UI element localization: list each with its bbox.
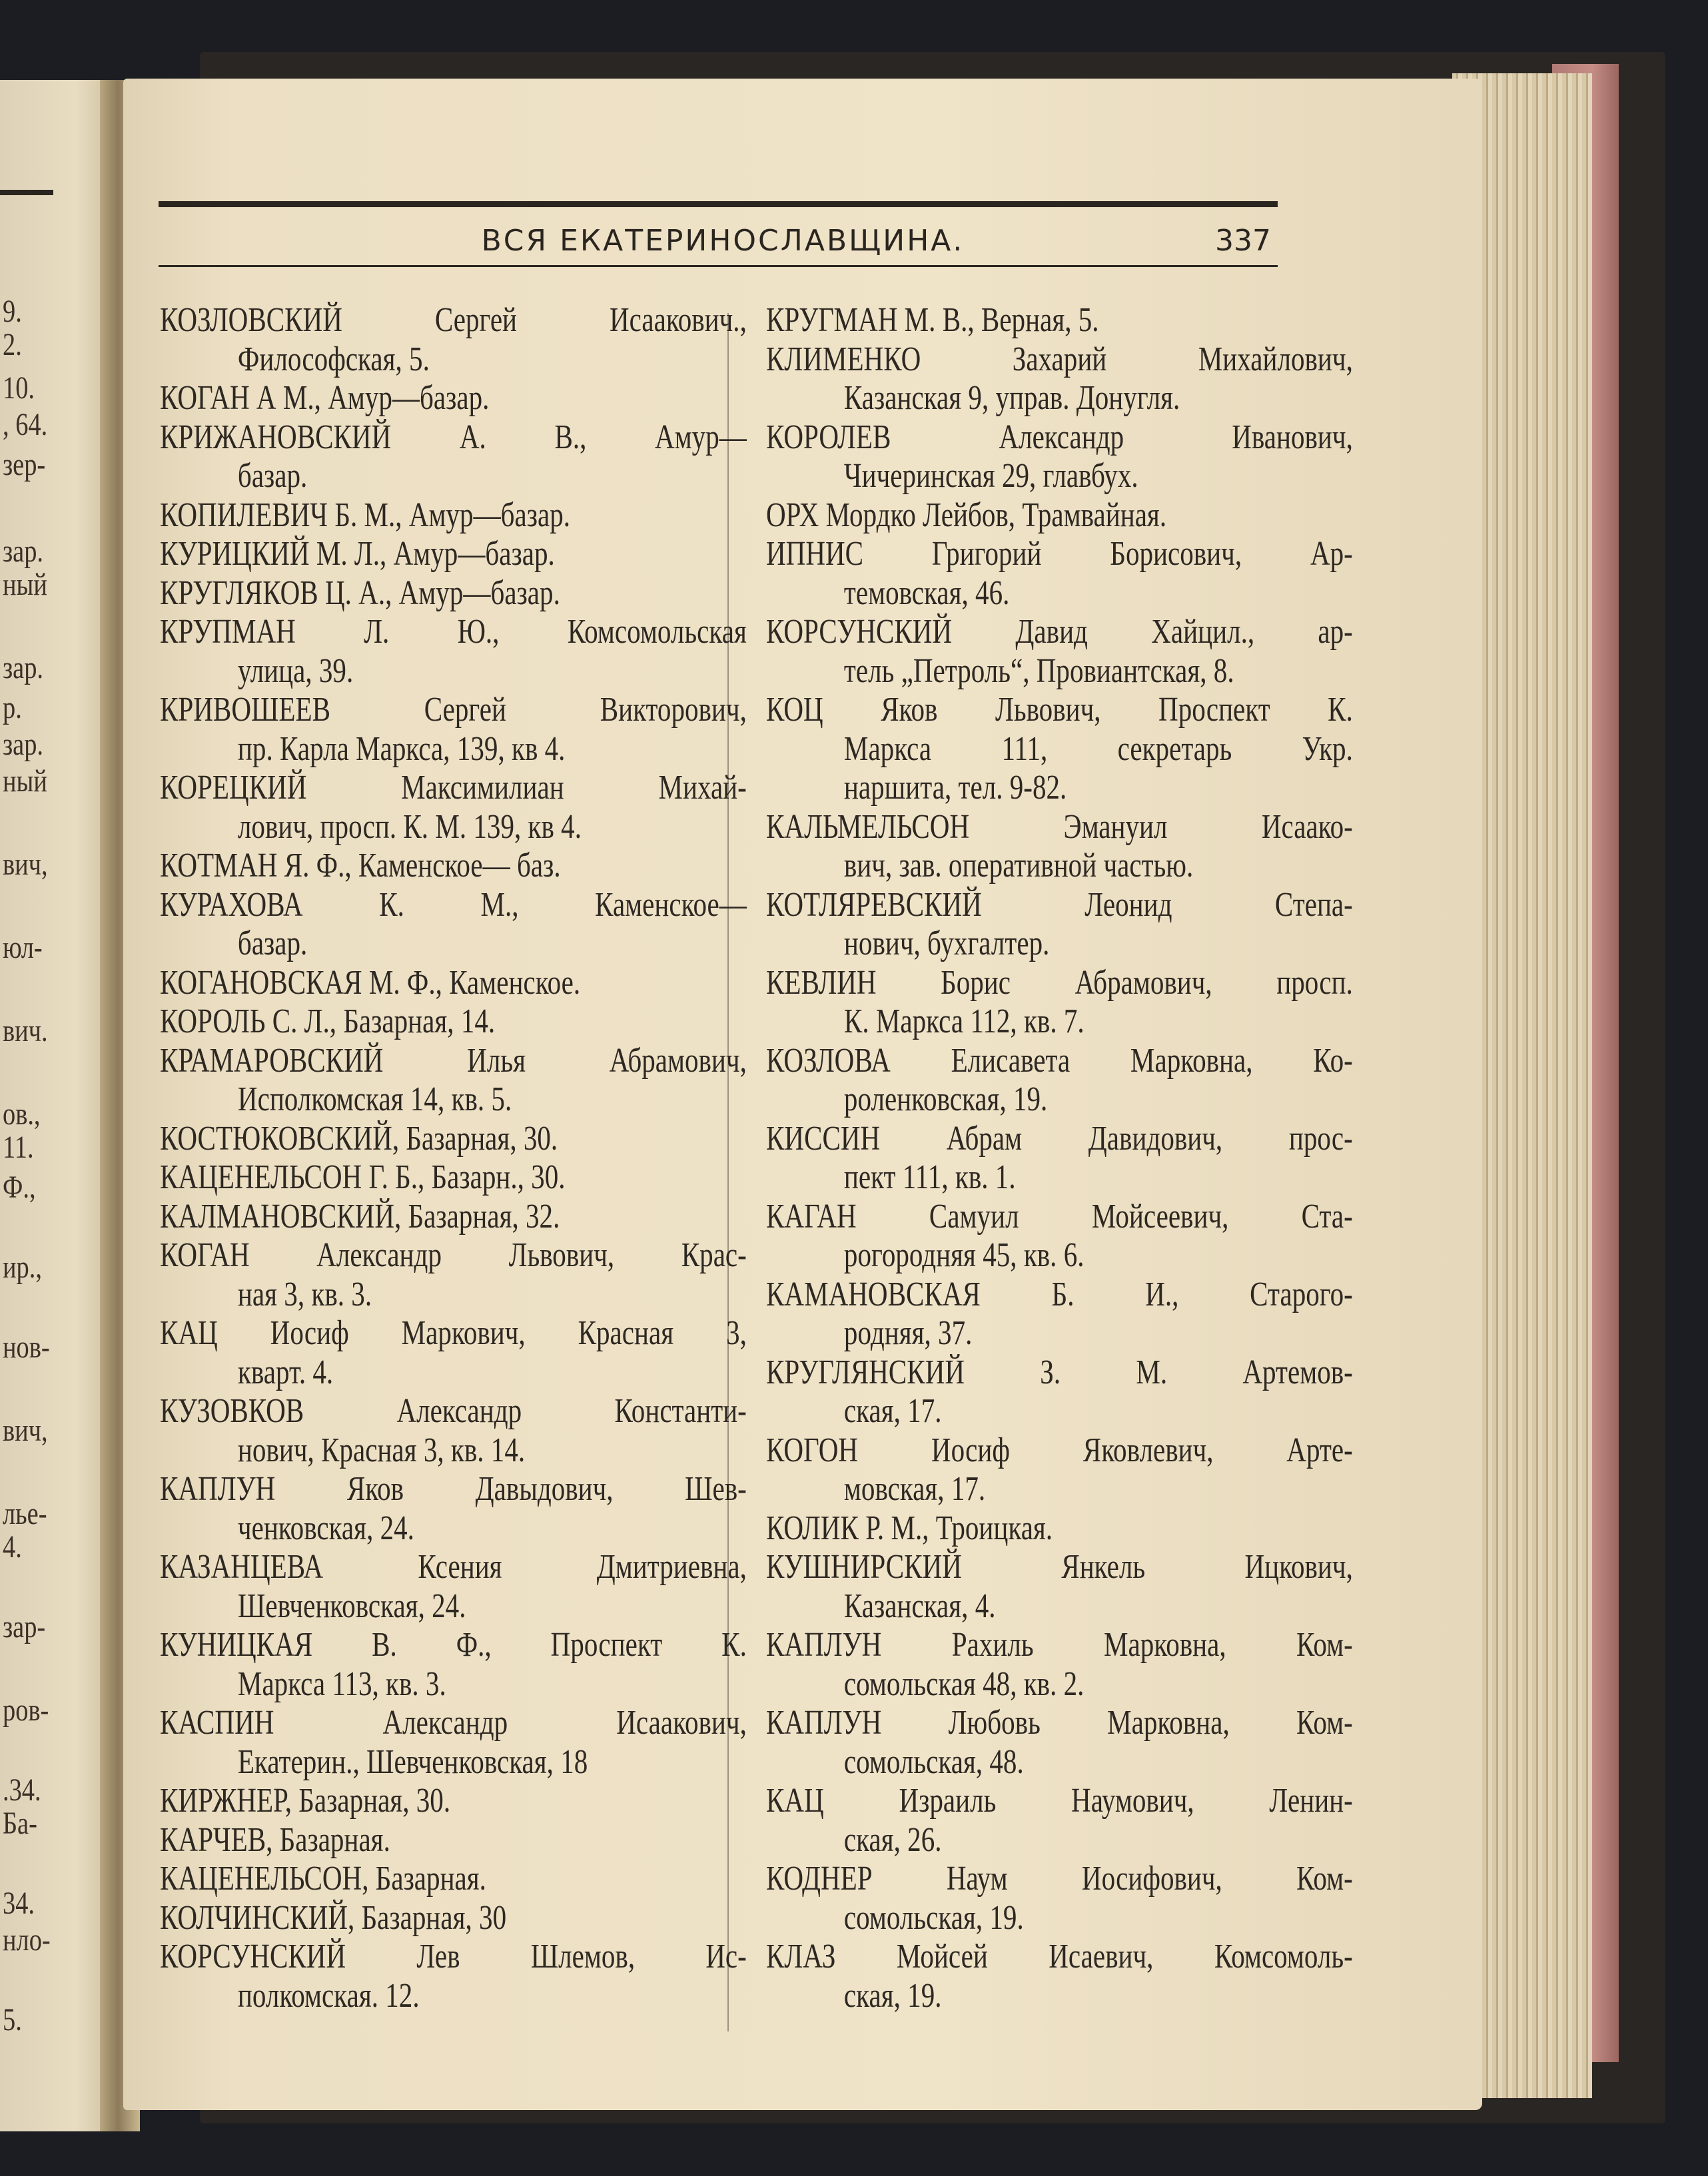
left-page-text-fragment: вич, — [3, 1413, 48, 1448]
directory-entry-line: КРУГЛЯКОВ Ц. А., Амур—базар. — [160, 573, 560, 612]
directory-entry-line: КАРЧЕВ, Базарная. — [160, 1820, 390, 1859]
left-page-text-fragment: 11. — [3, 1130, 34, 1165]
left-page-text-fragment: зар- — [3, 1609, 46, 1644]
directory-entry-line: КИССИН Абрам Давидович, прос- — [766, 1119, 1353, 1158]
directory-entry-continuation: Чичеринская 29, главбух. — [843, 457, 1138, 495]
directory-entry-line: КОПИЛЕВИЧ Б. М., Амур—базар. — [160, 496, 571, 534]
directory-entry-line: КОДНЕР Наум Иосифович, Ком- — [766, 1860, 1353, 1898]
left-page-text-fragment: зар. — [3, 650, 44, 685]
directory-entry-line: КРИВОШЕЕВ Сергей Викторович, — [160, 691, 747, 729]
directory-entry-line: КОТЛЯРЕВСКИЙ Леонид Степа- — [766, 885, 1353, 924]
directory-entry-continuation: Философская, 5. — [237, 340, 430, 378]
directory-entry-continuation: наршита, тел. 9-82. — [843, 769, 1067, 807]
left-page-text-fragment: 2. — [3, 327, 22, 362]
directory-entry-continuation: вич, зав. оперативной частью. — [843, 847, 1194, 885]
page-number: 337 — [1215, 224, 1271, 258]
left-page-header-rule — [0, 190, 53, 195]
left-page-text-fragment: вич, — [3, 847, 48, 882]
directory-entry-line: КРИЖАНОВСКИЙ А. В., Амур— — [160, 418, 747, 456]
directory-entry-line: КАЦЕНЕЛЬСОН, Базарная. — [160, 1860, 486, 1898]
directory-entry-continuation: лович, просп. К. М. 139, кв 4. — [237, 807, 582, 846]
right-column — [766, 301, 1352, 2015]
directory-entry-line: КОЛИК Р. М., Троицкая. — [766, 1509, 1053, 1547]
directory-entry-continuation: К. Маркса 112, кв. 7. — [843, 1002, 1084, 1040]
directory-entry-line: КЕВЛИН Борис Абрамович, просп. — [766, 963, 1353, 1002]
left-page-text-fragment: вич. — [3, 1013, 48, 1048]
directory-entry-continuation: сомольская 48, кв. 2. — [843, 1664, 1084, 1703]
directory-entry-line: КОРСУНСКИЙ Давид Хайцил., ар- — [766, 613, 1353, 651]
left-page-text-fragment: зар. — [3, 534, 44, 569]
left-page-text-fragment: .34. — [3, 1772, 41, 1808]
left-page-text-fragment: зар. — [3, 727, 44, 762]
left-page-text-fragment: Ф., — [3, 1170, 36, 1205]
directory-entry-line: КУНИЦКАЯ В. Ф., Проспект К. — [160, 1626, 747, 1664]
directory-entry-line: КОГАНОВСКАЯ М. Ф., Каменское. — [160, 963, 581, 1002]
left-page-text-fragment: , 64. — [3, 407, 48, 442]
directory-entry-line: ОРХ Мордко Лейбов, Трамвайная. — [766, 496, 1167, 534]
left-page-text-fragment: лье- — [3, 1496, 47, 1531]
directory-entry-continuation: сомольская, 19. — [843, 1898, 1024, 1937]
directory-entry-continuation: ская, 17. — [843, 1392, 942, 1430]
left-page-text-fragment: 9. — [3, 294, 22, 329]
directory-entry-line: КОРОЛЕВ Александр Иванович, — [766, 418, 1353, 456]
left-page-text-fragment: 34. — [3, 1886, 35, 1921]
left-page-text-fragment: ный — [3, 763, 47, 799]
directory-entry-line: КОЗЛОВА Елисавета Марковна, Ко- — [766, 1041, 1353, 1080]
left-page-text-fragment: ов., — [3, 1096, 41, 1132]
directory-entry-continuation: базар. — [237, 924, 308, 962]
left-page-text-fragment: ир., — [3, 1250, 42, 1285]
left-page-text-fragment: юл- — [3, 930, 43, 965]
directory-entry-line: КАМАНОВСКАЯ Б. И., Старого- — [766, 1275, 1353, 1313]
directory-entry-line: КАЦ Иосиф Маркович, Красная 3, — [160, 1314, 747, 1352]
directory-entry-continuation: тель „Петроль“, Провиантская, 8. — [843, 651, 1234, 690]
directory-entry-continuation: ная 3, кв. 3. — [237, 1275, 372, 1313]
left-page-text-fragment: р. — [3, 690, 22, 725]
left-page-text-fragment: нло- — [3, 1922, 51, 1958]
directory-entry-line: КРУГМАН М. В., Верная, 5. — [766, 301, 1099, 339]
header-rule-top — [159, 201, 1278, 207]
directory-entry-continuation: мовская, 17. — [843, 1470, 986, 1508]
left-page-text-fragment: 5. — [3, 2002, 22, 2037]
directory-entry-line: КОРСУНСКИЙ Лев Шлемов, Ис- — [160, 1938, 747, 1976]
directory-entry-continuation: кварт. 4. — [237, 1353, 334, 1391]
running-head: ВСЯ ЕКАТЕРИНОСЛАВЩИНА. — [481, 224, 965, 258]
directory-entry-line: КИРЖНЕР, Базарная, 30. — [160, 1782, 451, 1820]
directory-entry-continuation: Казанская 9, управ. Донугля. — [843, 379, 1180, 417]
directory-entry-continuation: родняя, 37. — [843, 1314, 973, 1352]
left-page-text-fragment: ный — [3, 567, 47, 602]
left-column — [160, 301, 746, 2015]
directory-entry-line: КУЗОВКОВ Александр Константи- — [160, 1392, 747, 1430]
directory-entry-continuation: Маркса 111, секретарь Укр. — [843, 729, 1353, 768]
directory-entry-line: КУРАХОВА К. М., Каменское— — [160, 885, 747, 924]
directory-entry-continuation: ская, 26. — [843, 1820, 942, 1859]
directory-entry-line: КОРЕЦКИЙ Максимилиан Михай- — [160, 769, 747, 807]
directory-entry-line: КРУГЛЯНСКИЙ З. М. Артемов- — [766, 1353, 1353, 1391]
directory-entry-continuation: рогородняя 45, кв. 6. — [843, 1236, 1084, 1274]
directory-entry-line: КОСТЮКОВСКИЙ, Базарная, 30. — [160, 1119, 558, 1158]
directory-entry-continuation: ская, 19. — [843, 1976, 942, 2015]
directory-entry-continuation: нович, бухгалтер. — [843, 924, 1050, 962]
directory-entry-line: КОТМАН Я. Ф., Каменское— баз. — [160, 847, 561, 885]
directory-entry-continuation: полкомская. 12. — [237, 1976, 420, 2015]
directory-entry-line: КАПЛУН Любовь Марковна, Ком- — [766, 1704, 1353, 1742]
directory-entry-line: КАСПИН Александр Исаакович, — [160, 1704, 747, 1742]
directory-entry-continuation: сомольская, 48. — [843, 1742, 1024, 1781]
directory-entry-continuation: Исполкомская 14, кв. 5. — [237, 1080, 512, 1118]
directory-entry-continuation: Казанская, 4. — [843, 1587, 996, 1625]
directory-entry-continuation: улица, 39. — [237, 651, 354, 690]
directory-entry-continuation: ченковская, 24. — [237, 1509, 414, 1547]
directory-entry-line: КАГАН Самуил Мойсеевич, Ста- — [766, 1197, 1353, 1236]
left-page-text-fragment: ров- — [3, 1692, 49, 1728]
left-page-text-fragment: 4. — [3, 1529, 22, 1565]
directory-entry-line: КОГОН Иосиф Яковлевич, Арте- — [766, 1431, 1353, 1469]
directory-entry-line: ИПНИС Григорий Борисович, Ар- — [766, 535, 1353, 573]
directory-entry-continuation: Шевченковская, 24. — [237, 1587, 466, 1625]
directory-entry-continuation: нович, Красная 3, кв. 14. — [237, 1431, 526, 1469]
directory-entry-line: КАПЛУН Рахиль Марковна, Ком- — [766, 1626, 1353, 1664]
directory-entry-line: КАЛМАНОВСКИЙ, Базарная, 32. — [160, 1197, 560, 1236]
directory-entry-line: КРАМАРОВСКИЙ Илья Абрамович, — [160, 1041, 747, 1080]
directory-entry-line: КОЗЛОВСКИЙ Сергей Исаакович., — [160, 301, 747, 339]
left-page-text-fragment: зер- — [3, 447, 46, 482]
directory-entry-continuation: Екатерин., Шевченковская, 18 — [237, 1742, 588, 1781]
directory-entry-continuation: Маркса 113, кв. 3. — [237, 1664, 446, 1703]
left-page-text-fragment: нов- — [3, 1329, 50, 1365]
directory-entry-line: КОГАН Александр Львович, Крас- — [160, 1236, 747, 1274]
directory-entry-line: КРУПМАН Л. Ю., Комсомольская — [160, 613, 747, 651]
directory-entry-continuation: пект 111, кв. 1. — [843, 1158, 1016, 1196]
directory-entry-line: КАПЛУН Яков Давыдович, Шев- — [160, 1470, 747, 1508]
left-page-text-fragment: 10. — [3, 370, 35, 406]
directory-entry-line: КУШНИРСКИЙ Янкель Ицкович, — [766, 1548, 1353, 1586]
header-rule-bottom — [159, 265, 1278, 267]
directory-entry-line: КАЛЬМЕЛЬСОН Эмануил Исаако- — [766, 807, 1353, 846]
directory-entry-continuation: роленковская, 19. — [843, 1080, 1048, 1118]
directory-entry-continuation: темовская, 46. — [843, 573, 1010, 612]
left-page-text-fragment: Ба- — [3, 1806, 37, 1841]
directory-entry-line: КУРИЦКИЙ М. Л., Амур—базар. — [160, 535, 555, 573]
directory-entry-line: КАЦЕНЕЛЬСОН Г. Б., Базарн., 30. — [160, 1158, 566, 1196]
directory-entry-line: КЛАЗ Мойсей Исаевич, Комсомоль- — [766, 1938, 1353, 1976]
directory-entry-line: КОЛЧИНСКИЙ, Базарная, 30 — [160, 1898, 507, 1937]
directory-entry-continuation: пр. Карла Маркса, 139, кв 4. — [237, 729, 566, 768]
directory-entry-line: КОЦ Яков Львович, Проспект К. — [766, 691, 1353, 729]
directory-entry-line: КЛИМЕНКО Захарий Михайлович, — [766, 340, 1353, 378]
directory-entry-line: КОРОЛЬ С. Л., Базарная, 14. — [160, 1002, 496, 1040]
directory-entry-line: КАЦ Израиль Наумович, Ленин- — [766, 1782, 1353, 1820]
directory-entry-line: КАЗАНЦЕВА Ксения Дмитриевна, — [160, 1548, 747, 1586]
directory-entry-continuation: базар. — [237, 457, 308, 495]
directory-entry-line: КОГАН А М., Амур—базар. — [160, 379, 490, 417]
